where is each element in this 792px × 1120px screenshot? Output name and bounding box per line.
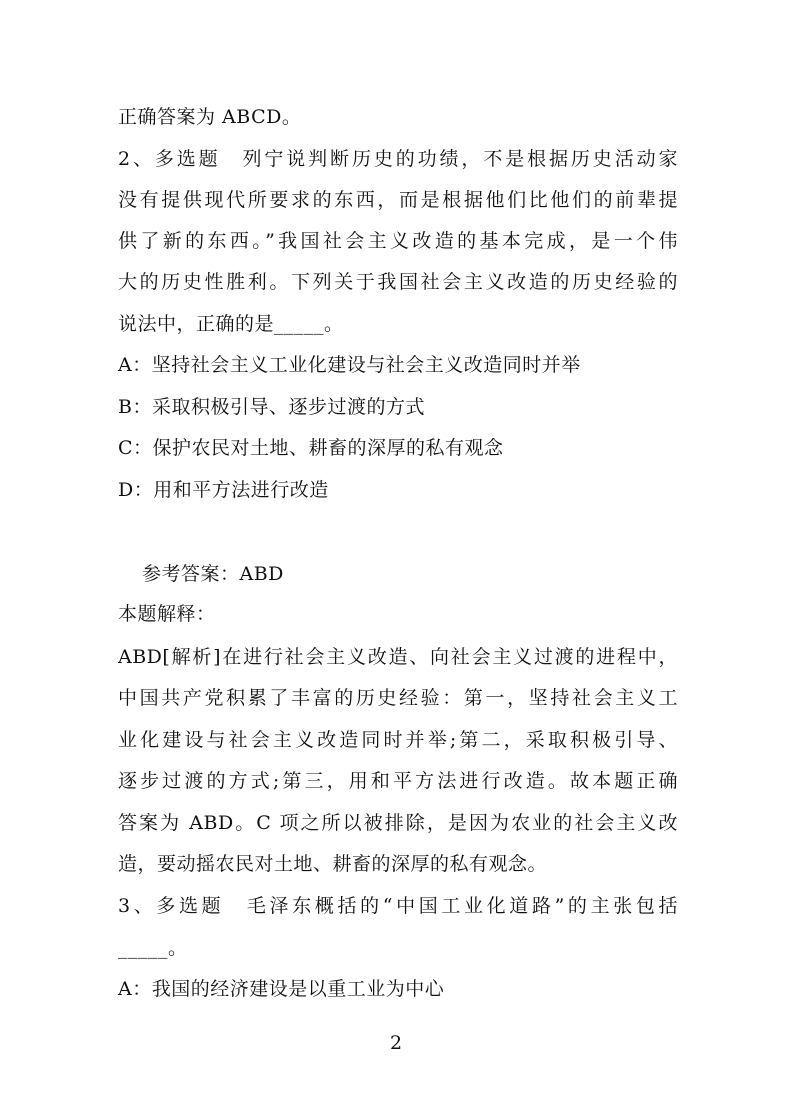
question-2-line-2: 没有提供现代所要求的东西，而是根据他们比他们的前辈提	[118, 189, 678, 211]
question-2-line-4: 大的历史性胜利。下列关于我国社会主义改造的历史经验的	[118, 271, 678, 293]
page-number: 2	[389, 1032, 403, 1054]
explanation-line-1: ABD[解析]在进行社会主义改造、向社会主义过渡的进程中，	[118, 646, 678, 668]
reference-answer: 参考答案：ABD	[142, 563, 284, 585]
option-a: A：坚持社会主义工业化建设与社会主义改造同时并举	[118, 354, 581, 376]
question-2-line-3: 供了新的东西。”我国社会主义改造的基本完成，是一个伟	[118, 230, 678, 252]
explanation-line-2: 中国共产党积累了丰富的历史经验：第一，坚持社会主义工	[118, 687, 678, 709]
question-2-line-1: 2、多选题 列宁说判断历史的功绩，不是根据历史活动家	[118, 148, 678, 170]
question-3-line-1: 3、多选题 毛泽东概括的“中国工业化道路”的主张包括	[118, 895, 678, 917]
option-b: B：采取积极引导、逐步过渡的方式	[118, 396, 425, 418]
answer-line-q1: 正确答案为 ABCD。	[118, 106, 302, 128]
option-d: D：用和平方法进行改造	[118, 479, 329, 501]
question-3-line-2: _____。	[118, 937, 188, 959]
explanation-line-3: 业化建设与社会主义改造同时并举;第二，采取积极引导、	[118, 729, 678, 751]
option-c: C：保护农民对土地、耕畜的深厚的私有观念	[118, 437, 504, 459]
explanation-line-5: 答案为 ABD。C 项之所以被排除，是因为农业的社会主义改	[118, 812, 678, 834]
question-3-option-a: A：我国的经济建设是以重工业为中心	[118, 978, 445, 1000]
explanation-heading: 本题解释：	[118, 603, 216, 625]
explanation-line-6: 造，要动摇农民对土地、耕畜的深厚的私有观念。	[118, 853, 548, 875]
explanation-line-4: 逐步过渡的方式;第三，用和平方法进行改造。故本题正确	[118, 770, 678, 792]
question-2-line-5: 说法中，正确的是_____。	[118, 313, 344, 335]
